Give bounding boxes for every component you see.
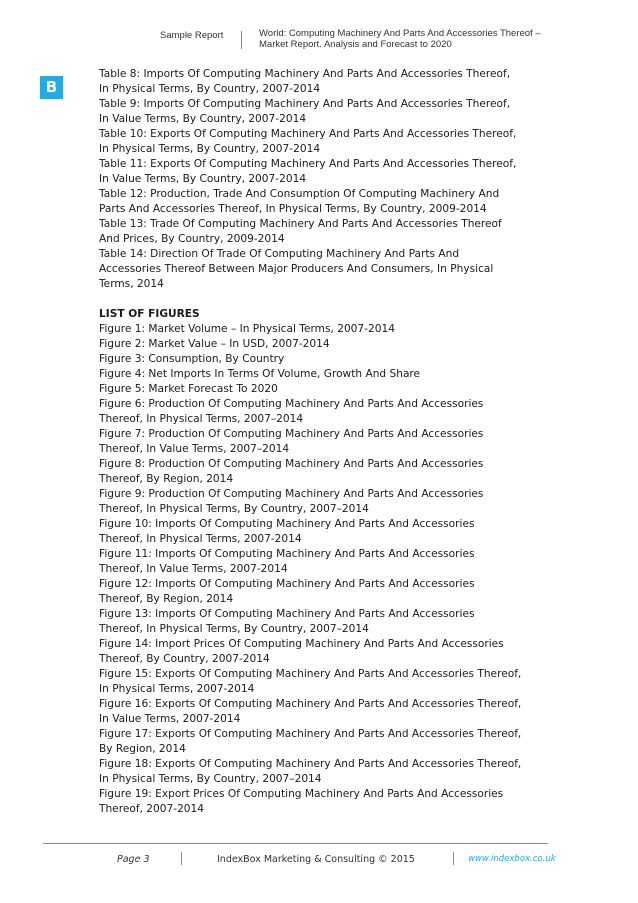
list-item: Thereof, In Physical Terms, 2007–2014 xyxy=(99,413,304,425)
list-item: Figure 8: Production Of Computing Machinery And Parts And Accessories xyxy=(99,458,484,470)
list-item: Table 13: Trade Of Computing Machinery And Parts And Accessories Thereof xyxy=(99,218,502,230)
list-item: Figure 12: Imports Of Computing Machinery And Parts And Accessories xyxy=(99,578,475,590)
list-item: Thereof, In Value Terms, 2007–2014 xyxy=(99,443,290,455)
footer-separator xyxy=(181,852,182,865)
list-item: Terms, 2014 xyxy=(99,278,164,290)
list-item: Figure 15: Exports Of Computing Machinery And Parts And Accessories Thereof, xyxy=(99,668,522,680)
list-item: Figure 7: Production Of Computing Machinery And Parts And Accessories xyxy=(99,428,484,440)
list-item: Figure 1: Market Volume – In Physical Terms, 2007-2014 xyxy=(99,323,395,335)
list-item: Table 8: Imports Of Computing Machinery And Parts And Accessories Thereof, xyxy=(99,68,511,80)
list-item: Thereof, By Country, 2007-2014 xyxy=(99,653,270,665)
page-header xyxy=(0,27,638,57)
list-item: Table 11: Exports Of Computing Machinery And Parts And Accessories Thereof, xyxy=(99,158,517,170)
list-item: Figure 10: Imports Of Computing Machinery And Parts And Accessories xyxy=(99,518,475,530)
list-item: Thereof, In Value Terms, 2007-2014 xyxy=(99,563,288,575)
list-item: Figure 3: Consumption, By Country xyxy=(99,353,285,365)
indexbox-logo: B xyxy=(40,76,63,99)
list-item: Table 12: Production, Trade And Consumption Of Computing Machinery And xyxy=(99,188,500,200)
document-body xyxy=(99,67,549,817)
list-item: Figure 18: Exports Of Computing Machinery And Parts And Accessories Thereof, xyxy=(99,758,522,770)
list-item: Thereof, In Physical Terms, By Country, 2007–2014 xyxy=(99,623,369,635)
list-item: Figure 11: Imports Of Computing Machinery And Parts And Accessories xyxy=(99,548,475,560)
list-item: Table 9: Imports Of Computing Machinery And Parts And Accessories Thereof, xyxy=(99,98,511,110)
header-label: Sample Report xyxy=(160,30,224,41)
page-footer xyxy=(0,848,638,872)
list-item: And Prices, By Country, 2009-2014 xyxy=(99,233,285,245)
footer-website-link[interactable]: www.indexbox.co.uk xyxy=(468,854,556,864)
list-item: Table 10: Exports Of Computing Machinery And Parts And Accessories Thereof, xyxy=(99,128,517,140)
list-item: Figure 14: Import Prices Of Computing Machinery And Parts And Accessories xyxy=(99,638,504,650)
header-title-line: Market Report. Analysis and Forecast to 2020 xyxy=(259,39,452,50)
list-item: Thereof, 2007-2014 xyxy=(99,803,205,815)
list-item: In Value Terms, 2007-2014 xyxy=(99,713,241,725)
header-title-line: World: Computing Machinery And Parts And Accessories Thereof – xyxy=(259,28,541,39)
list-item: Thereof, In Physical Terms, By Country, 2007–2014 xyxy=(99,503,369,515)
list-item: Thereof, By Region, 2014 xyxy=(99,593,234,605)
list-item: Figure 5: Market Forecast To 2020 xyxy=(99,383,278,395)
list-item: Accessories Thereof Between Major Producers And Consumers, In Physical xyxy=(99,263,494,275)
list-item: Figure 17: Exports Of Computing Machinery And Parts And Accessories Thereof, xyxy=(99,728,522,740)
figures-heading: LIST OF FIGURES xyxy=(99,308,200,320)
list-item: Figure 13: Imports Of Computing Machinery And Parts And Accessories xyxy=(99,608,475,620)
list-item: Table 14: Direction Of Trade Of Computing Machinery And Parts And xyxy=(99,248,460,260)
figures-list xyxy=(99,322,549,817)
header-report-title xyxy=(259,28,559,50)
list-item: In Physical Terms, By Country, 2007-2014 xyxy=(99,143,321,155)
list-item: In Value Terms, By Country, 2007-2014 xyxy=(99,113,307,125)
list-item: Figure 19: Export Prices Of Computing Machinery And Parts And Accessories xyxy=(99,788,504,800)
list-item: Thereof, In Physical Terms, 2007-2014 xyxy=(99,533,302,545)
list-item: Parts And Accessories Thereof, In Physical Terms, By Country, 2009-2014 xyxy=(99,203,487,215)
list-item: Figure 16: Exports Of Computing Machinery And Parts And Accessories Thereof, xyxy=(99,698,522,710)
page-number: Page 3 xyxy=(117,854,150,865)
tables-list xyxy=(99,67,549,292)
list-item: In Physical Terms, 2007-2014 xyxy=(99,683,255,695)
footer-copyright: IndexBox Marketing & Consulting © 2015 xyxy=(217,854,415,865)
footer-separator xyxy=(453,852,454,865)
list-item: Figure 6: Production Of Computing Machinery And Parts And Accessories xyxy=(99,398,484,410)
list-item: In Value Terms, By Country, 2007-2014 xyxy=(99,173,307,185)
list-item: Figure 9: Production Of Computing Machinery And Parts And Accessories xyxy=(99,488,484,500)
list-item: Thereof, By Region, 2014 xyxy=(99,473,234,485)
footer-divider xyxy=(43,843,548,844)
list-item: Figure 2: Market Value – In USD, 2007-2014 xyxy=(99,338,330,350)
list-item: By Region, 2014 xyxy=(99,743,186,755)
header-divider xyxy=(241,31,242,49)
list-item: Figure 4: Net Imports In Terms Of Volume, Growth And Share xyxy=(99,368,421,380)
list-item: In Physical Terms, By Country, 2007–2014 xyxy=(99,773,322,785)
list-item: In Physical Terms, By Country, 2007-2014 xyxy=(99,83,321,95)
